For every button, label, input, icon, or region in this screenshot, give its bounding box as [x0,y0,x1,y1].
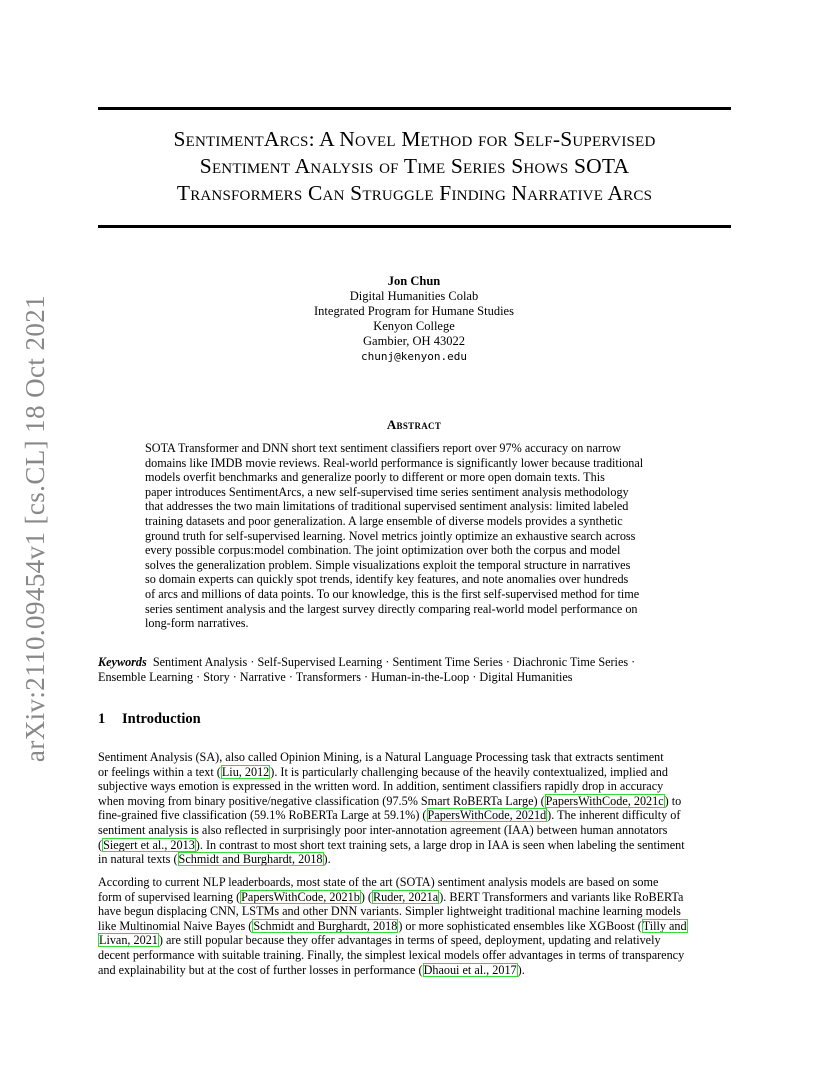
citation-link[interactable]: Schmidt and Burghardt, 2018 [178,852,323,867]
paragraph-line: Livan, 2021) are still popular because they offer advantages in terms of speed, deployment, updating and relatively [99,933,661,948]
section-heading [98,711,201,728]
section-title: Introduction [122,711,201,727]
arxiv-identifier [14,293,58,763]
paragraph-line: Sentiment Analysis (SA), also called Opinion Mining, is a Natural Language Processing task that extracts sentiment [98,750,664,764]
title-bottom-rule [98,225,731,228]
title-line: SentimentArcs: A Novel Method for Self-Supervised [173,127,656,151]
abstract-line: every possible corpus:model combination. The joint optimization over both the corpus and model [145,543,621,558]
citation-link[interactable]: Dhaoui et al., 2017 [423,962,517,977]
keywords-list: Sentiment Analysis · Self-Supervised Learning · Sentiment Time Series · Diachronic Time Series · [152,655,636,669]
title-line: Transformers Can Struggle Finding Narrative Arcs [176,181,653,205]
abstract-line: SOTA Transformer and DNN short text sentiment classifiers report over 97% accuracy on narrow [145,441,621,455]
paragraph-line: in natural texts (Schmidt and Burghardt, 2018). [98,852,331,867]
author-block [214,274,614,364]
citation-link[interactable]: Schmidt and Burghardt, 2018 [253,918,398,933]
abstract-line: long-form narratives. [145,616,249,631]
citation-link[interactable]: Tilly and [642,918,687,933]
paper-title [98,126,731,207]
author-email[interactable]: chunj@kenyon.edu [361,350,467,363]
abstract-line: that addresses the two main limitations of traditional supervised sentiment analysis: limited labeled [145,499,629,514]
paragraph-line: According to current NLP leaderboards, most state of the art (SOTA) sentiment analysis models are based on some [98,875,659,889]
citation-link[interactable]: PapersWithCode, 2021b [241,889,360,904]
paragraph-line: (Siegert et al., 2013). In contrast to most short text training sets, a large drop in IAA is seen when labeling the sentiment [98,837,685,852]
author-name: Jon Chun [387,274,441,288]
author-affiliation: Integrated Program for Humane Studies [314,304,514,318]
paragraph-line: and explainability but at the cost of further losses in performance (Dhaoui et al., 2017). [98,962,525,977]
abstract-line: models overfit benchmarks and generalize poorly to different or more open domain texts. This [145,470,605,485]
abstract-heading: Abstract [386,417,442,432]
abstract-line: so domain experts can quickly spot trends, identify key features, and note anomalies over hundreds [145,572,629,587]
abstract-line: series sentiment analysis and the largest survey directly comparing real-world model performance on [145,601,638,616]
citation-link[interactable]: Siegert et al., 2013 [103,837,195,852]
abstract-line: training datasets and poor generalization. A large ensemble of diverse models provides a synthetic [145,513,623,528]
abstract-line: paper introduces SentimentArcs, a new self-supervised time series sentiment analysis methodology [145,484,629,499]
paragraph-line: form of supervised learning (PapersWithCode, 2021b) (Ruder, 2021a). BERT Transformers and variants like RoBERTa [98,889,684,904]
paragraph-line: when moving from binary positive/negative classification (97.5% Smart RoBERTa Large) (PapersWithCode, 2021c) to [98,793,682,808]
paragraph-line: have begun displacing CNN, LSTMs and other DNN variants. Simpler lightweight traditional machine learning models [98,904,681,919]
paragraph-line: like Multinomial Naive Bayes (Schmidt and Burghardt, 2018) or more sophisticated ensembles like XGBoost (Tilly and [98,918,687,933]
citation-link[interactable]: Livan, 2021 [99,933,158,948]
abstract-body [145,441,684,631]
paragraph-line: sentiment analysis is also reflected in surprisingly poor inter-annotation agreement (IAA) between human annotators [98,822,668,837]
author-affiliation: Kenyon College [373,319,455,333]
author-affiliation: Digital Humanities Colab [349,289,479,303]
citation-link[interactable]: Liu, 2012 [221,764,270,779]
paragraph-line: fine-grained five classification (59.1% RoBERTa Large at 59.1%) (PapersWithCode, 2021d). The inherent difficulty of [98,808,681,823]
keywords-block [98,655,731,684]
author-address: Gambier, OH 43022 [363,334,465,348]
paragraph-line: or feelings within a text (Liu, 2012). It is particularly challenging because of the heavily contextualized, implied and [98,764,668,779]
arxiv-identifier-text: arXiv:2110.09454v1 [cs.CL] 18 Oct 2021 [20,294,51,762]
keywords-list: Ensemble Learning · Story · Narrative · Transformers · Human-in-the-Loop · Digital Humanities [98,669,573,684]
section-number: 1 [98,711,106,727]
abstract-line: ground truth for self-supervised learning. Novel metrics jointly optimize an exhaustive search across [145,528,636,543]
citation-link[interactable]: Ruder, 2021a [373,889,439,904]
citation-link[interactable]: PapersWithCode, 2021c [545,793,664,808]
paragraph-line: decent performance with suitable training. Finally, the simplest lexical models offer advantages in terms of transparency [98,947,685,962]
paragraph-line: subjective ways emotion is expressed in the written word. In addition, sentiment classifiers rapidly drop in accuracy [98,779,664,794]
body-paragraph [98,875,731,977]
abstract-line: solves the generalization problem. Simple visualizations exploit the temporal structure in narratives [145,557,631,572]
body-paragraph [98,750,731,867]
title-top-rule [98,107,731,110]
keywords-label: Keywords [98,655,147,669]
abstract-line: of arcs and millions of data points. To our knowledge, this is the first self-supervised method for time [145,586,640,601]
abstract-line: domains like IMDB movie reviews. Real-world performance is significantly lower because traditional [145,455,644,470]
citation-link[interactable]: PapersWithCode, 2021d [427,808,547,823]
title-line: Sentiment Analysis of Time Series Shows SOTA [199,154,630,178]
